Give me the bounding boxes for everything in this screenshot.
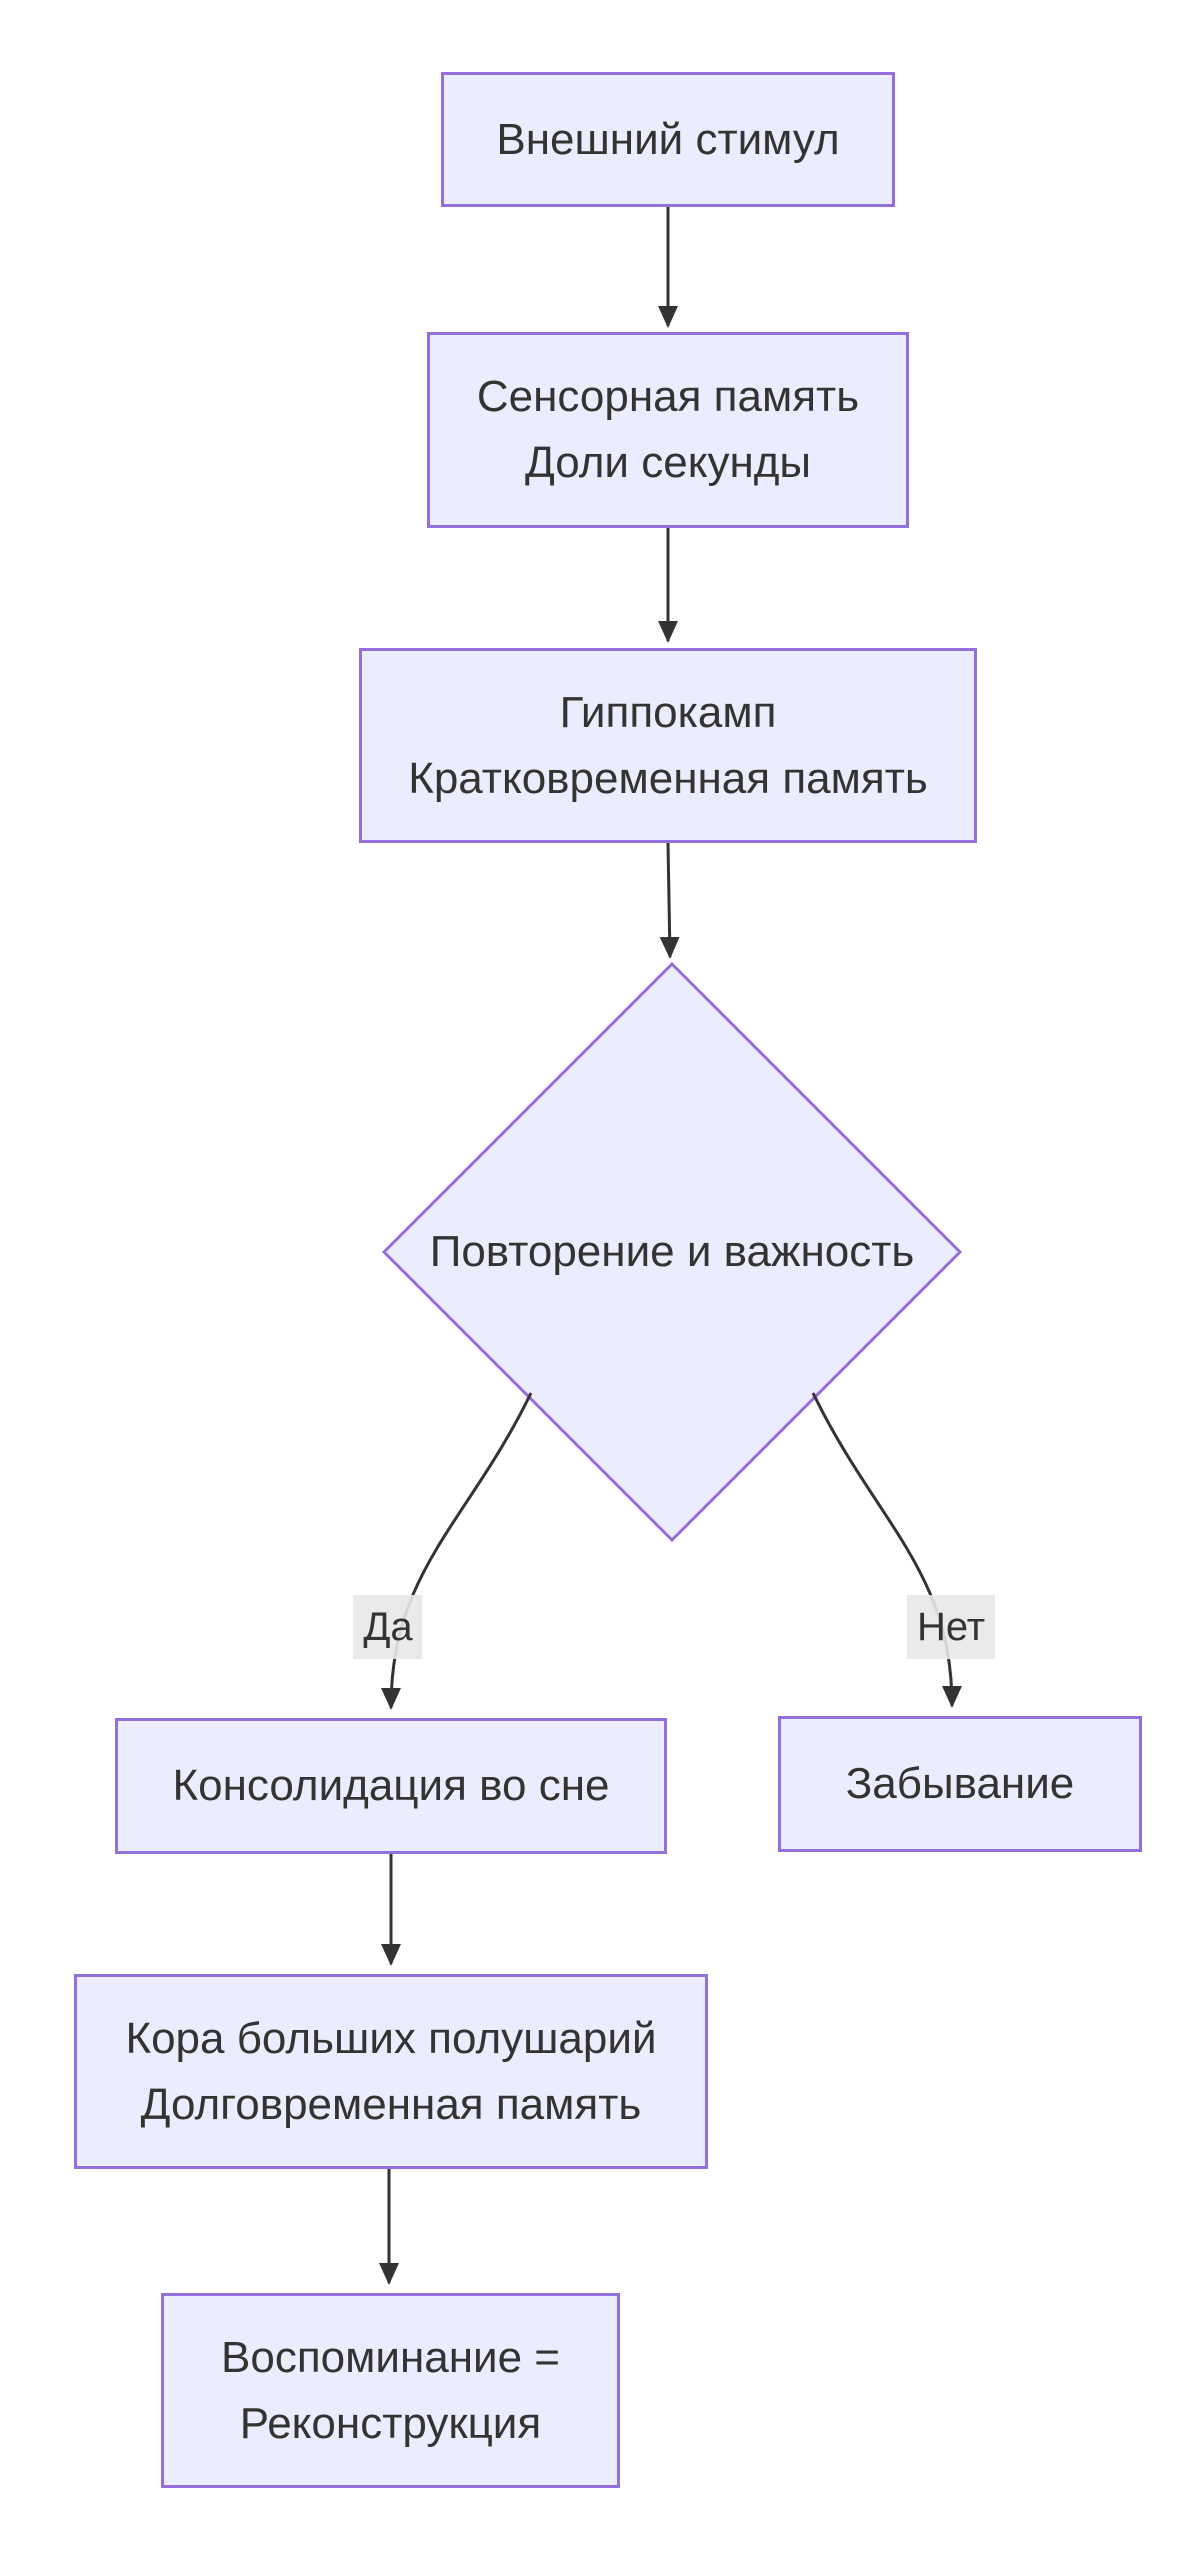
node-decision-label: Повторение и важность: [429, 1227, 915, 1276]
edge-decision-forgetting: [813, 1393, 952, 1706]
edge-decision-consolidation: [391, 1393, 531, 1708]
node-cortex-label-line2: Долговременная память: [140, 2079, 642, 2129]
node-hippocampus-label-line2: Кратковременная память: [408, 753, 928, 803]
node-consolidation: [115, 1718, 667, 1854]
node-consolidation-label: Консолидация во сне: [172, 1761, 610, 1810]
node-recall-label-line1: Воспоминание =: [221, 2332, 560, 2382]
node-stimulus-label: Внешний стимул: [496, 114, 840, 164]
node-sensory-label-line1: Сенсорная память: [476, 372, 860, 421]
node-decision: [422, 1214, 922, 1290]
edge-label-yes: Да: [353, 1595, 422, 1659]
edge-hippocampus-decision: [668, 843, 670, 957]
node-stimulus: [441, 72, 895, 207]
edge-label-no: Нет: [907, 1595, 995, 1659]
node-cortex-label-line1: Кора больших полушарий: [125, 2013, 657, 2063]
node-sensory: [427, 332, 909, 528]
node-hippocampus: [359, 648, 977, 843]
node-hippocampus-label-line1: Гиппокамп: [559, 687, 777, 737]
node-sensory-label-line2: Доли секунды: [524, 438, 812, 487]
node-recall: [161, 2293, 620, 2488]
node-recall-label-line2: Реконструкция: [239, 2398, 542, 2448]
node-forgetting: [778, 1716, 1142, 1852]
node-forgetting-label: Забывание: [845, 1759, 1075, 1808]
node-cortex: [74, 1974, 708, 2169]
